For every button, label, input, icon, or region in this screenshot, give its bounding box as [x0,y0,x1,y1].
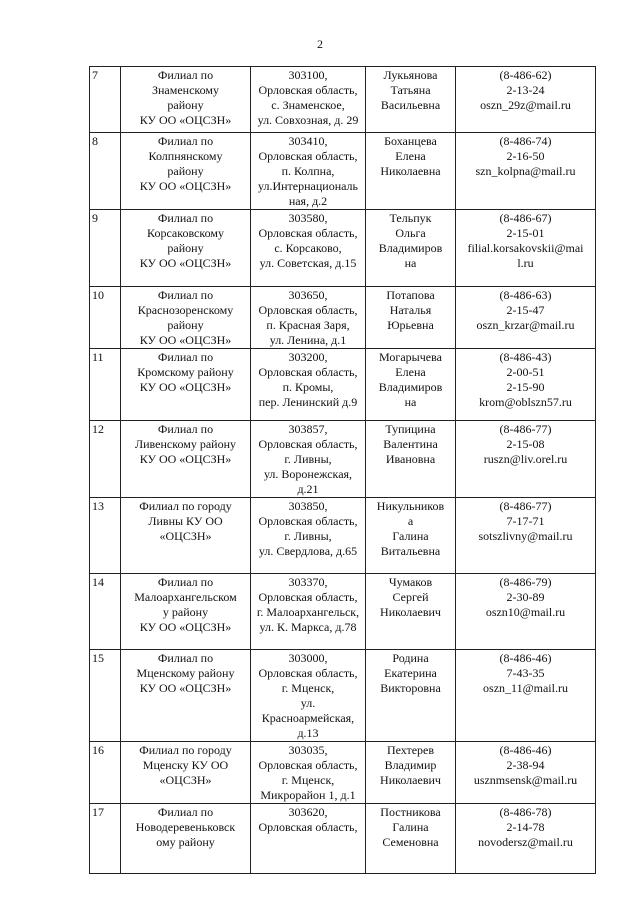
table-row [90,574,596,650]
branches-table [89,66,596,874]
table-row [90,421,596,498]
branch-contacts: (8-486-74) 2-16-50 szn_kolpna@mail.ru [456,133,596,210]
branch-contacts: (8-486-78) 2-14-78 novodersz@mail.ru [456,804,596,874]
branch-head: Родина Екатерина Викторовна [366,650,456,742]
row-number: 17 [90,804,121,874]
branch-contacts: (8-486-67) 2-15-01 filial.korsakovskii@mai l.ru [456,210,596,287]
row-number: 10 [90,287,121,349]
branch-name: Филиал по Мценскому району КУ ОО «ОЦСЗН» [121,650,251,742]
branch-head: Тупицина Валентина Ивановна [366,421,456,498]
branch-contacts: (8-486-46) 2-38-94 usznmsensk@mail.ru [456,742,596,804]
branch-address: 303857, Орловская область, г. Ливны, ул. Воронежская, д.21 [251,421,366,498]
branch-contacts: (8-486-43) 2-00-51 2-15-90 krom@oblszn57.ru [456,349,596,421]
branch-address: 303850, Орловская область, г. Ливны, ул. Свердлова, д.65 [251,498,366,574]
row-number: 7 [90,67,121,133]
branch-address: 303410, Орловская область, п. Колпна, ул.Интернациональ ная, д.2 [251,133,366,210]
row-number: 11 [90,349,121,421]
branch-contacts: (8-486-46) 7-43-35 oszn_11@mail.ru [456,650,596,742]
branch-name: Филиал по Знаменскому району КУ ОО «ОЦСЗН» [121,67,251,133]
branch-head: Могарычева Елена Владимиров на [366,349,456,421]
branch-head: Никульников а Галина Витальевна [366,498,456,574]
branch-name: Филиал по городу Мценску КУ ОО «ОЦСЗН» [121,742,251,804]
table-row [90,804,596,874]
table-row [90,650,596,742]
table-row [90,287,596,349]
table-row [90,498,596,574]
branch-head: Постникова Галина Семеновна [366,804,456,874]
branch-address: 303650, Орловская область, п. Красная Заря, ул. Ленина, д.1 [251,287,366,349]
branch-head: Боханцева Елена Николаевна [366,133,456,210]
branch-name: Филиал по Корсаковскому району КУ ОО «ОЦСЗН» [121,210,251,287]
table-row [90,210,596,287]
branch-contacts: (8-486-77) 7-17-71 sotszlivny@mail.ru [456,498,596,574]
branch-name: Филиал по городу Ливны КУ ОО «ОЦСЗН» [121,498,251,574]
branch-contacts: (8-486-63) 2-15-47 oszn_krzar@mail.ru [456,287,596,349]
branch-contacts: (8-486-79) 2-30-89 oszn10@mail.ru [456,574,596,650]
branch-name: Филиал по Кромскому району КУ ОО «ОЦСЗН» [121,349,251,421]
row-number: 9 [90,210,121,287]
table-row [90,67,596,133]
row-number: 13 [90,498,121,574]
branch-name: Филиал по Краснозоренскому району КУ ОО «ОЦСЗН» [121,287,251,349]
branch-address: 303580, Орловская область, с. Корсаково, ул. Советская, д.15 [251,210,366,287]
branch-name: Филиал по Новодеревеньковск ому району [121,804,251,874]
row-number: 14 [90,574,121,650]
branch-head: Лукьянова Татьяна Васильевна [366,67,456,133]
branch-address: 303035, Орловская область, г. Мценск, Микрорайон 1, д.1 [251,742,366,804]
row-number: 8 [90,133,121,210]
branch-head: Пехтерев Владимир Николаевич [366,742,456,804]
branch-address: 303200, Орловская область, п. Кромы, пер. Ленинский д.9 [251,349,366,421]
branch-address: 303620, Орловская область, [251,804,366,874]
table-row [90,742,596,804]
row-number: 16 [90,742,121,804]
branch-name: Филиал по Колпнянскому району КУ ОО «ОЦСЗН» [121,133,251,210]
row-number: 15 [90,650,121,742]
branch-name: Филиал по Ливенскому району КУ ОО «ОЦСЗН» [121,421,251,498]
branch-contacts: (8-486-62) 2-13-24 oszn_29z@mail.ru [456,67,596,133]
branch-head: Чумаков Сергей Николаевич [366,574,456,650]
branch-head: Потапова Наталья Юрьевна [366,287,456,349]
table-row [90,133,596,210]
branch-contacts: (8-486-77) 2-15-08 ruszn@liv.orel.ru [456,421,596,498]
page-number: 2 [317,37,323,51]
branch-address: 303370, Орловская область, г. Малоархангельск, ул. К. Маркса, д.78 [251,574,366,650]
table-row [90,349,596,421]
branch-address: 303000, Орловская область, г. Мценск, ул. Красноармейская, д.13 [251,650,366,742]
branch-head: Тельпук Ольга Владимиров на [366,210,456,287]
branch-name: Филиал по Малоархангельском у району КУ ОО «ОЦСЗН» [121,574,251,650]
branch-address: 303100, Орловская область, с. Знаменское, ул. Совхозная, д. 29 [251,67,366,133]
row-number: 12 [90,421,121,498]
